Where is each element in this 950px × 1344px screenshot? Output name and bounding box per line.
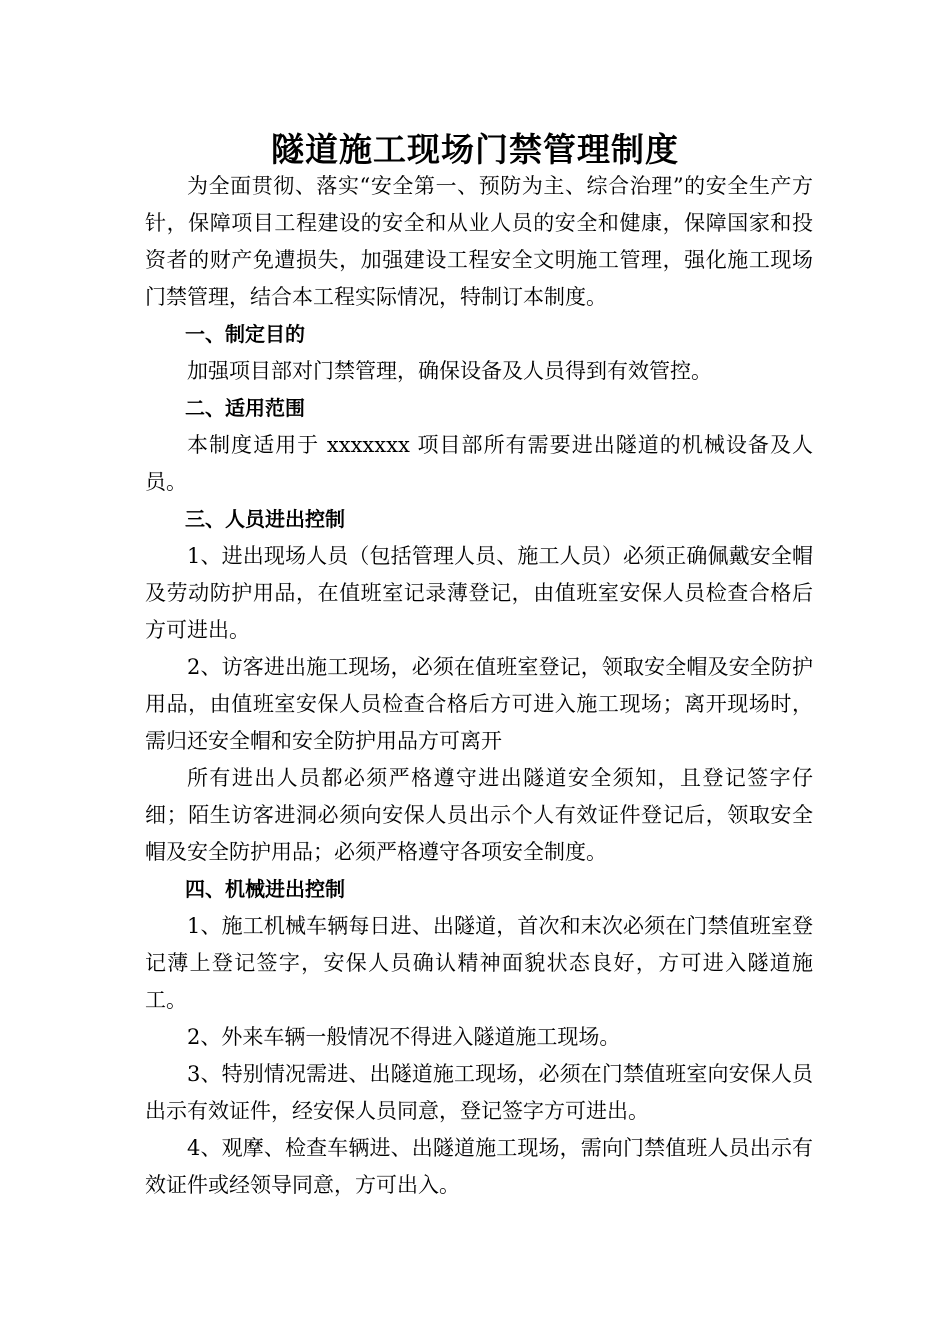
scope-paragraph: 本制度适用于 xxxxxxx 项目部所有需要进出隧道的机械设备及人员。	[145, 433, 813, 494]
intro-paragraph: 为全面贯彻、落实“安全第一、预防为主、综合治理”的安全生产方针，保障项目工程建设的安全和从业人员的安全和健康，保障国家和投资者的财产免遭损失，加强建设工程安全文明施工管理，强化施工现场门禁管理，结合本工程实际情况，特制订本制度。	[145, 174, 813, 309]
section-heading-personnel: 三、人员进出控制	[185, 507, 345, 531]
personnel-paragraph-2: 2、访客进出施工现场，必须在值班室登记，领取安全帽及安全防护用品，由值班室安保人员检查合格后方可进入施工现场；离开现场时，需归还安全帽和安全防护用品方可离开	[145, 655, 813, 753]
section-heading-machinery: 四、机械进出控制	[185, 877, 345, 901]
personnel-paragraph-3: 所有进出人员都必须严格遵守进出隧道安全须知，且登记签字仔细；陌生访客进洞必须向安保人员出示个人有效证件登记后，领取安全帽及安全防护用品；必须严格遵守各项安全制度。	[145, 766, 813, 864]
personnel-paragraph-1: 1、进出现场人员（包括管理人员、施工人员）必须正确佩戴安全帽及劳动防护用品，在值班室记录薄登记，由值班室安保人员检查合格后方可进出。	[145, 544, 813, 642]
machinery-paragraph-1: 1、施工机械车辆每日进、出隧道，首次和末次必须在门禁值班室登记薄上登记签字，安保人员确认精神面貌状态良好，方可进入隧道施工。	[145, 914, 813, 1012]
machinery-paragraph-4: 4、观摩、检查车辆进、出隧道施工现场，需向门禁值班人员出示有效证件或经领导同意，方可出入。	[145, 1136, 813, 1197]
machinery-paragraph-3: 3、特别情况需进、出隧道施工现场，必须在门禁值班室向安保人员出示有效证件，经安保人员同意，登记签字方可进出。	[145, 1062, 813, 1123]
document-body	[145, 168, 813, 1204]
document-title: 隧道施工现场门禁管理制度	[271, 130, 679, 169]
machinery-paragraph-2: 2、外来车辆一般情况不得进入隧道施工现场。	[187, 1025, 621, 1049]
section-heading-purpose: 一、制定目的	[185, 322, 305, 346]
purpose-paragraph: 加强项目部对门禁管理，确保设备及人员得到有效管控。	[187, 359, 712, 383]
section-heading-scope: 二、适用范围	[185, 396, 305, 420]
